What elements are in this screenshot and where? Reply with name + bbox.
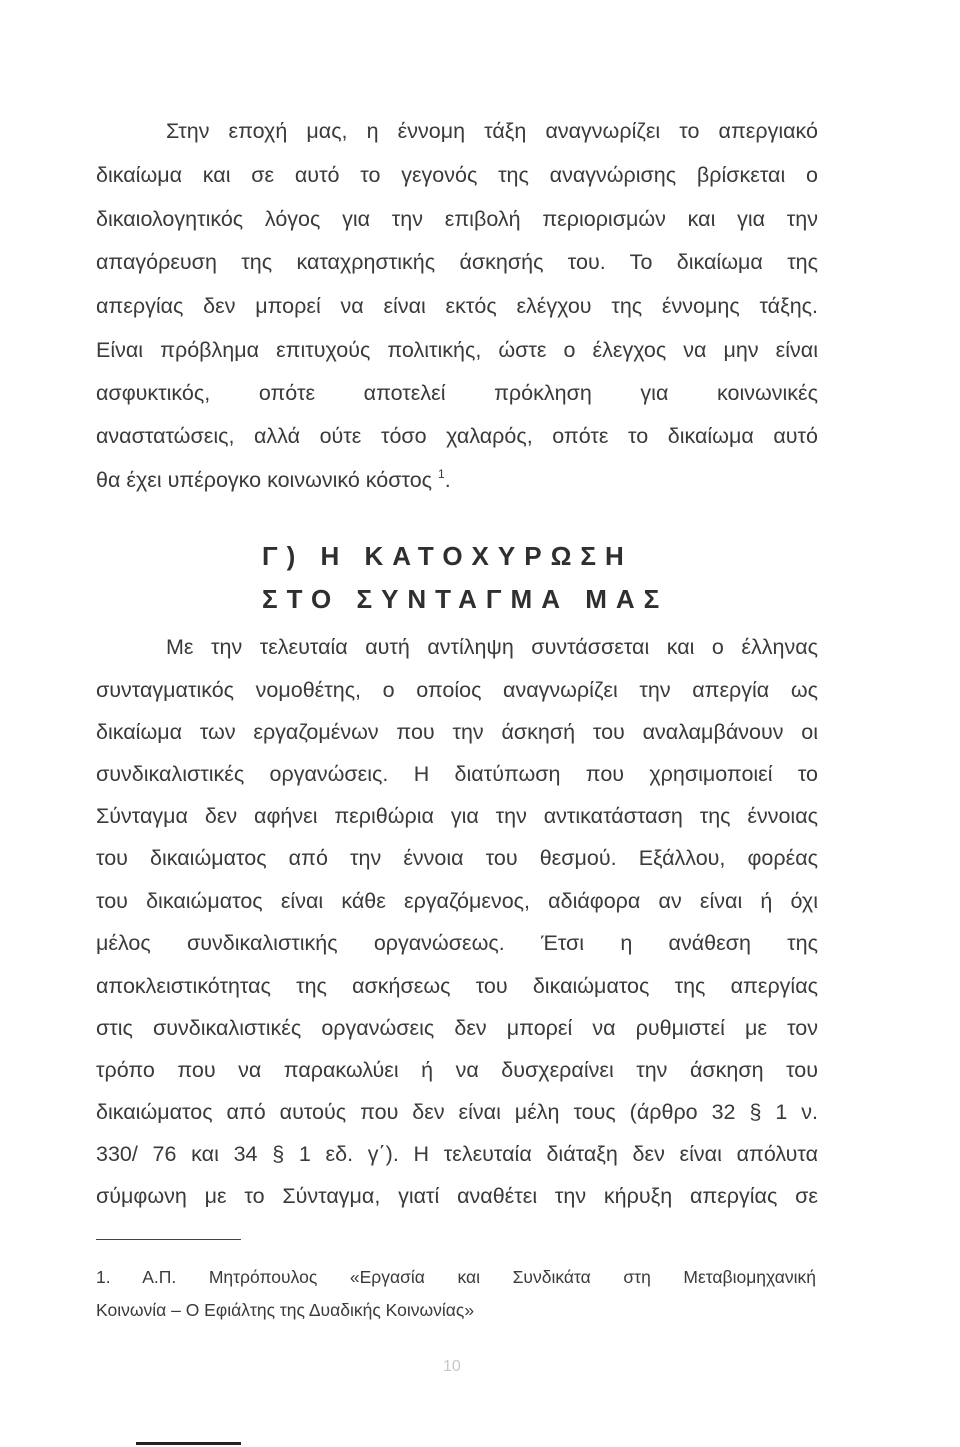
- text-line: του δικαιώματος είναι κάθε εργαζόμενος, αδιάφορα αν είναι ή όχι: [96, 889, 818, 913]
- text-line: αναστατώσεις, αλλά ούτε τόσο χαλαρός, οπότε το δικαίωμα αυτό: [96, 424, 818, 448]
- footnote-line-1: 1. Α.Π. Μητρόπουλος «Εργασία και Συνδικάτα στη Μεταβιομηχανική: [96, 1267, 816, 1287]
- text-line: τρόπο που να παρακωλύει ή να δυσχεραίνει την άσκηση του: [96, 1058, 818, 1082]
- text-line: δικαιώματος από αυτούς που δεν είναι μέλη τους (άρθρο 32 § 1 ν.: [96, 1100, 818, 1124]
- text-line: συνδικαλιστικές οργανώσεις. Η διατύπωση που χρησιμοποιεί το: [96, 762, 818, 786]
- text-line: σύμφωνη με το Σύνταγμα, γιατί αναθέτει την κήρυξη απεργίας σε: [96, 1184, 818, 1208]
- section-heading-line-1: Γ) Η ΚΑΤΟΧΥΡΩΣΗ: [262, 541, 633, 571]
- text-line: στις συνδικαλιστικές οργανώσεις δεν μπορεί να ρυθμιστεί με τον: [96, 1016, 818, 1040]
- text-line: Είναι πρόβλημα επιτυχούς πολιτικής, ώστε ο έλεγχος να μην είναι: [96, 338, 818, 362]
- text-line: δικαιολογητικός λόγος για την επιβολή περιορισμών και για την: [96, 207, 818, 231]
- page-number: 10: [443, 1358, 461, 1375]
- text-line: Σύνταγμα δεν αφήνει περιθώρια για την αντικατάσταση της έννοιας: [96, 804, 818, 828]
- text-line: Στην εποχή μας, η έννομη τάξη αναγνωρίζει το απεργιακό: [166, 119, 818, 143]
- text-line: αποκλειστικότητας της ασκήσεως του δικαιώματος της απεργίας: [96, 974, 818, 998]
- section-heading-line-2: ΣΤΟ ΣΥΝΤΑΓΜΑ ΜΑΣ: [262, 584, 669, 614]
- text-line: μέλος συνδικαλιστικής οργανώσεως. Έτσι η ανάθεση της: [96, 931, 818, 955]
- final-punctuation: .: [444, 468, 451, 492]
- text-line: δικαίωμα και σε αυτό το γεγονός της αναγνώρισης βρίσκεται ο: [96, 163, 818, 187]
- text-line: απαγόρευση της καταχρηστικής άσκησής του. Το δικαίωμα της: [96, 250, 818, 274]
- scan-edge-mark: [136, 1442, 241, 1445]
- text-line: δικαίωμα των εργαζομένων που την άσκησή του αναλαμβάνουν οι: [96, 720, 818, 744]
- text-line: θα έχει υπέρογκο κοινωνικό κόστος: [96, 468, 433, 492]
- text-line: απεργίας δεν μπορεί να είναι εκτός ελέγχου της έννομης τάξης.: [96, 294, 818, 318]
- footnote-reference: 1: [438, 467, 445, 481]
- text-line: συνταγματικός νομοθέτης, ο οποίος αναγνωρίζει την απεργία ως: [96, 678, 818, 702]
- text-line: Με την τελευταία αυτή αντίληψη συντάσσεται και ο έλληνας: [166, 635, 818, 659]
- text-line: ασφυκτικός, οπότε αποτελεί πρόκληση για κοινωνικές: [96, 381, 818, 405]
- text-line: 330/ 76 και 34 § 1 εδ. γ΄). Η τελευταία διάταξη δεν είναι απόλυτα: [96, 1142, 818, 1166]
- footnote-line-2: Κοινωνία – Ο Εφιάλτης της Δυαδικής Κοινωνίας»: [96, 1300, 475, 1320]
- footnote-separator: [96, 1239, 241, 1240]
- text-line-last: [96, 467, 818, 492]
- text-line: του δικαιώματος από την έννοια του θεσμού. Εξάλλου, φορέας: [96, 846, 818, 870]
